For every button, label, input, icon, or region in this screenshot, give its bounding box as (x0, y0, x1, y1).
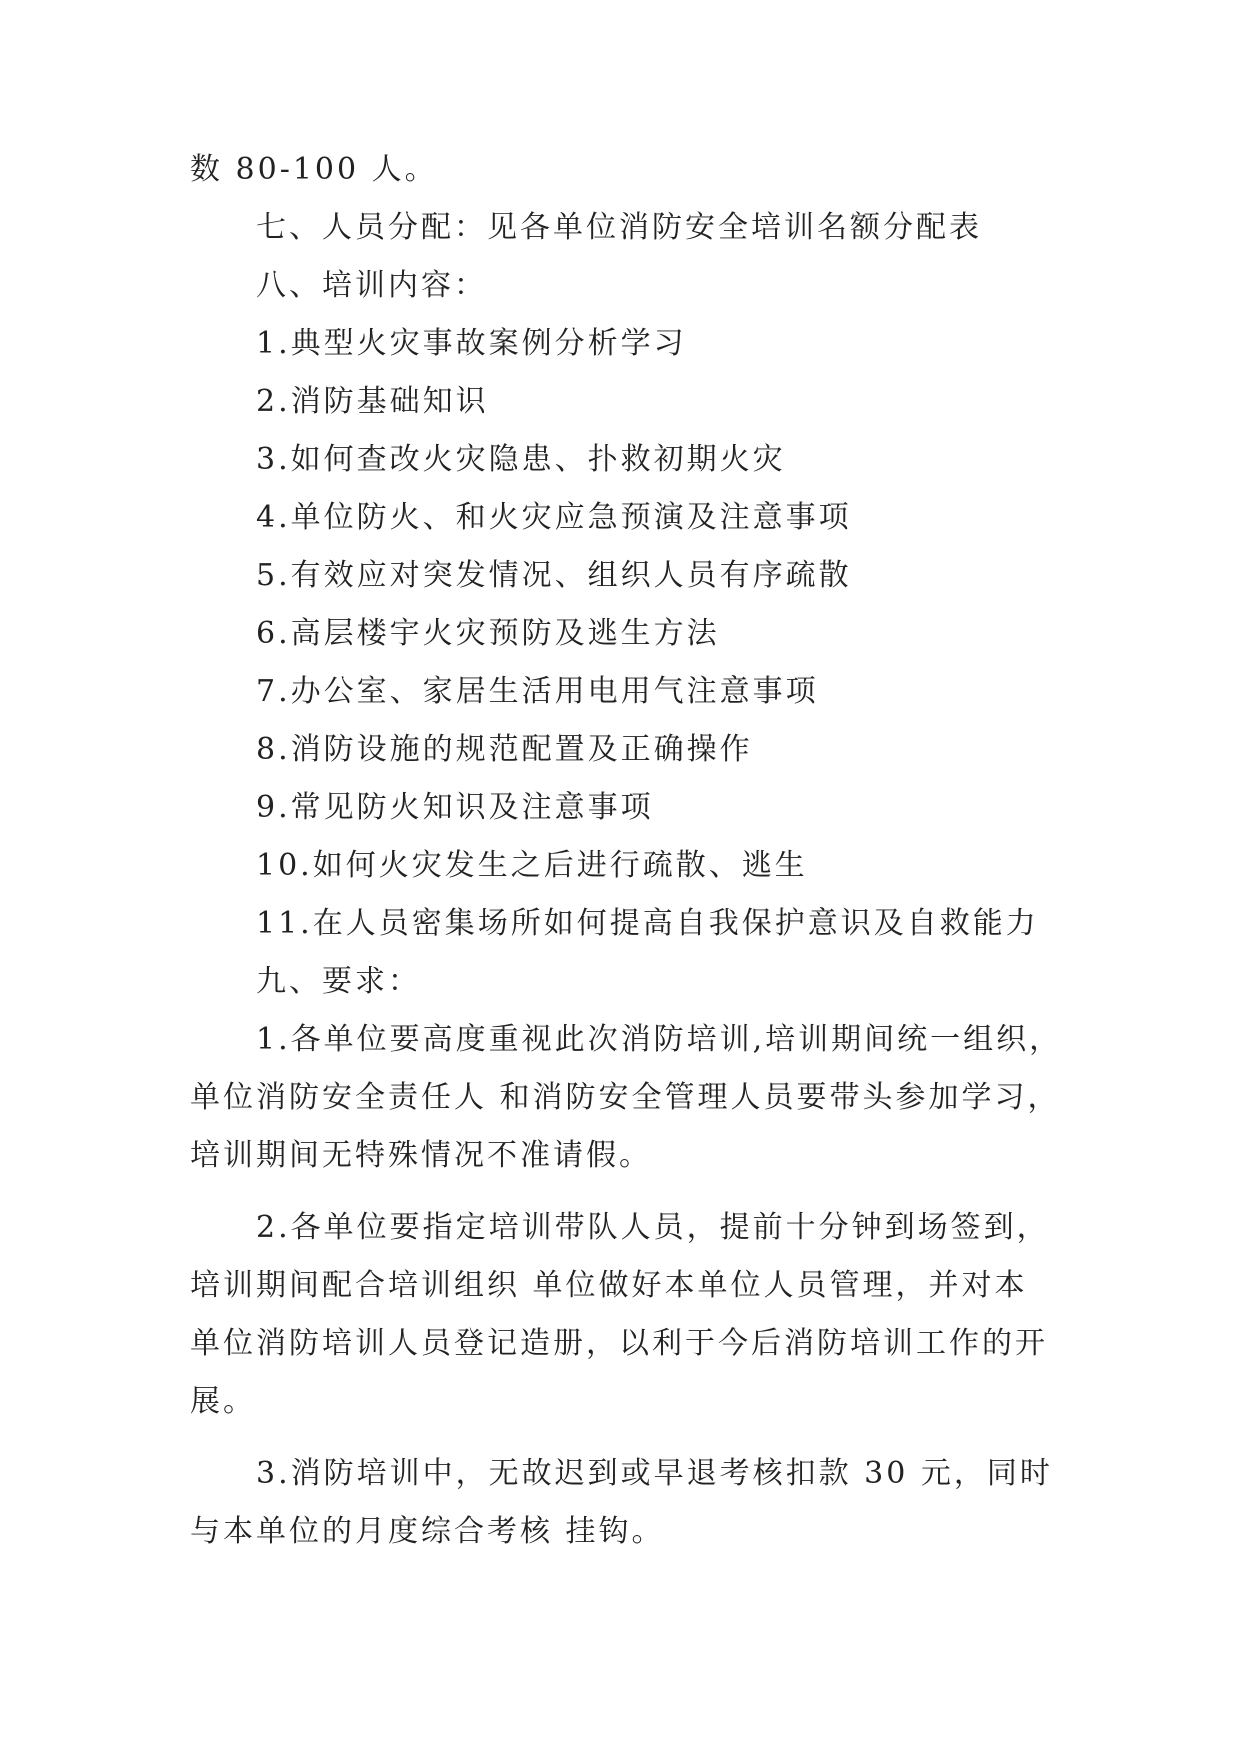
requirement-1-line-3: 培训期间无特殊情况不准请假。 (190, 1138, 652, 1173)
requirement-3-line-1: 3.消防培训中，无故迟到或早退考核扣款 30 元，同时 (256, 1456, 1053, 1491)
section-heading-content: 八、培训内容： (256, 268, 487, 303)
requirement-2-line-3: 单位消防培训人员登记造册，以利于今后消防培训工作的开 (190, 1326, 1048, 1361)
content-item-4: 4.单位防火、和火灾应急预演及注意事项 (256, 500, 852, 535)
requirement-2-line-1: 2.各单位要指定培训带队人员，提前十分钟到场签到， (256, 1210, 1050, 1245)
section-heading-personnel: 七、人员分配：见各单位消防安全培训名额分配表 (256, 210, 982, 245)
text-line-1: 数 80-100 人。 (190, 152, 438, 187)
content-item-9: 9.常见防火知识及注意事项 (256, 790, 654, 825)
content-item-8: 8.消防设施的规范配置及正确操作 (256, 732, 753, 767)
requirement-1-line-1: 1.各单位要高度重视此次消防培训,培训期间统一组织， (256, 1022, 1063, 1057)
content-item-3: 3.如何查改火灾隐患、扑救初期火灾 (256, 442, 786, 477)
content-item-2: 2.消防基础知识 (256, 384, 489, 419)
content-item-1: 1.典型火灾事故案例分析学习 (256, 326, 687, 361)
content-item-7: 7.办公室、家居生活用电用气注意事项 (256, 674, 819, 709)
content-item-5: 5.有效应对突发情况、组织人员有序疏散 (256, 558, 852, 593)
content-item-10: 10.如何火灾发生之后进行疏散、逃生 (256, 848, 808, 883)
content-item-6: 6.高层楼宇火灾预防及逃生方法 (256, 616, 720, 651)
section-heading-requirements: 九、要求： (256, 964, 421, 999)
content-item-11: 11.在人员密集场所如何提高自我保护意识及自救能力 (256, 906, 1039, 941)
requirement-2-line-4: 展。 (190, 1384, 256, 1419)
requirement-3-line-2: 与本单位的月度综合考核 挂钩。 (190, 1514, 665, 1549)
requirement-1-line-2: 单位消防安全责任人 和消防安全管理人员要带头参加学习， (190, 1080, 1061, 1115)
requirement-2-line-2: 培训期间配合培训组织 单位做好本单位人员管理，并对本 (190, 1268, 1028, 1303)
